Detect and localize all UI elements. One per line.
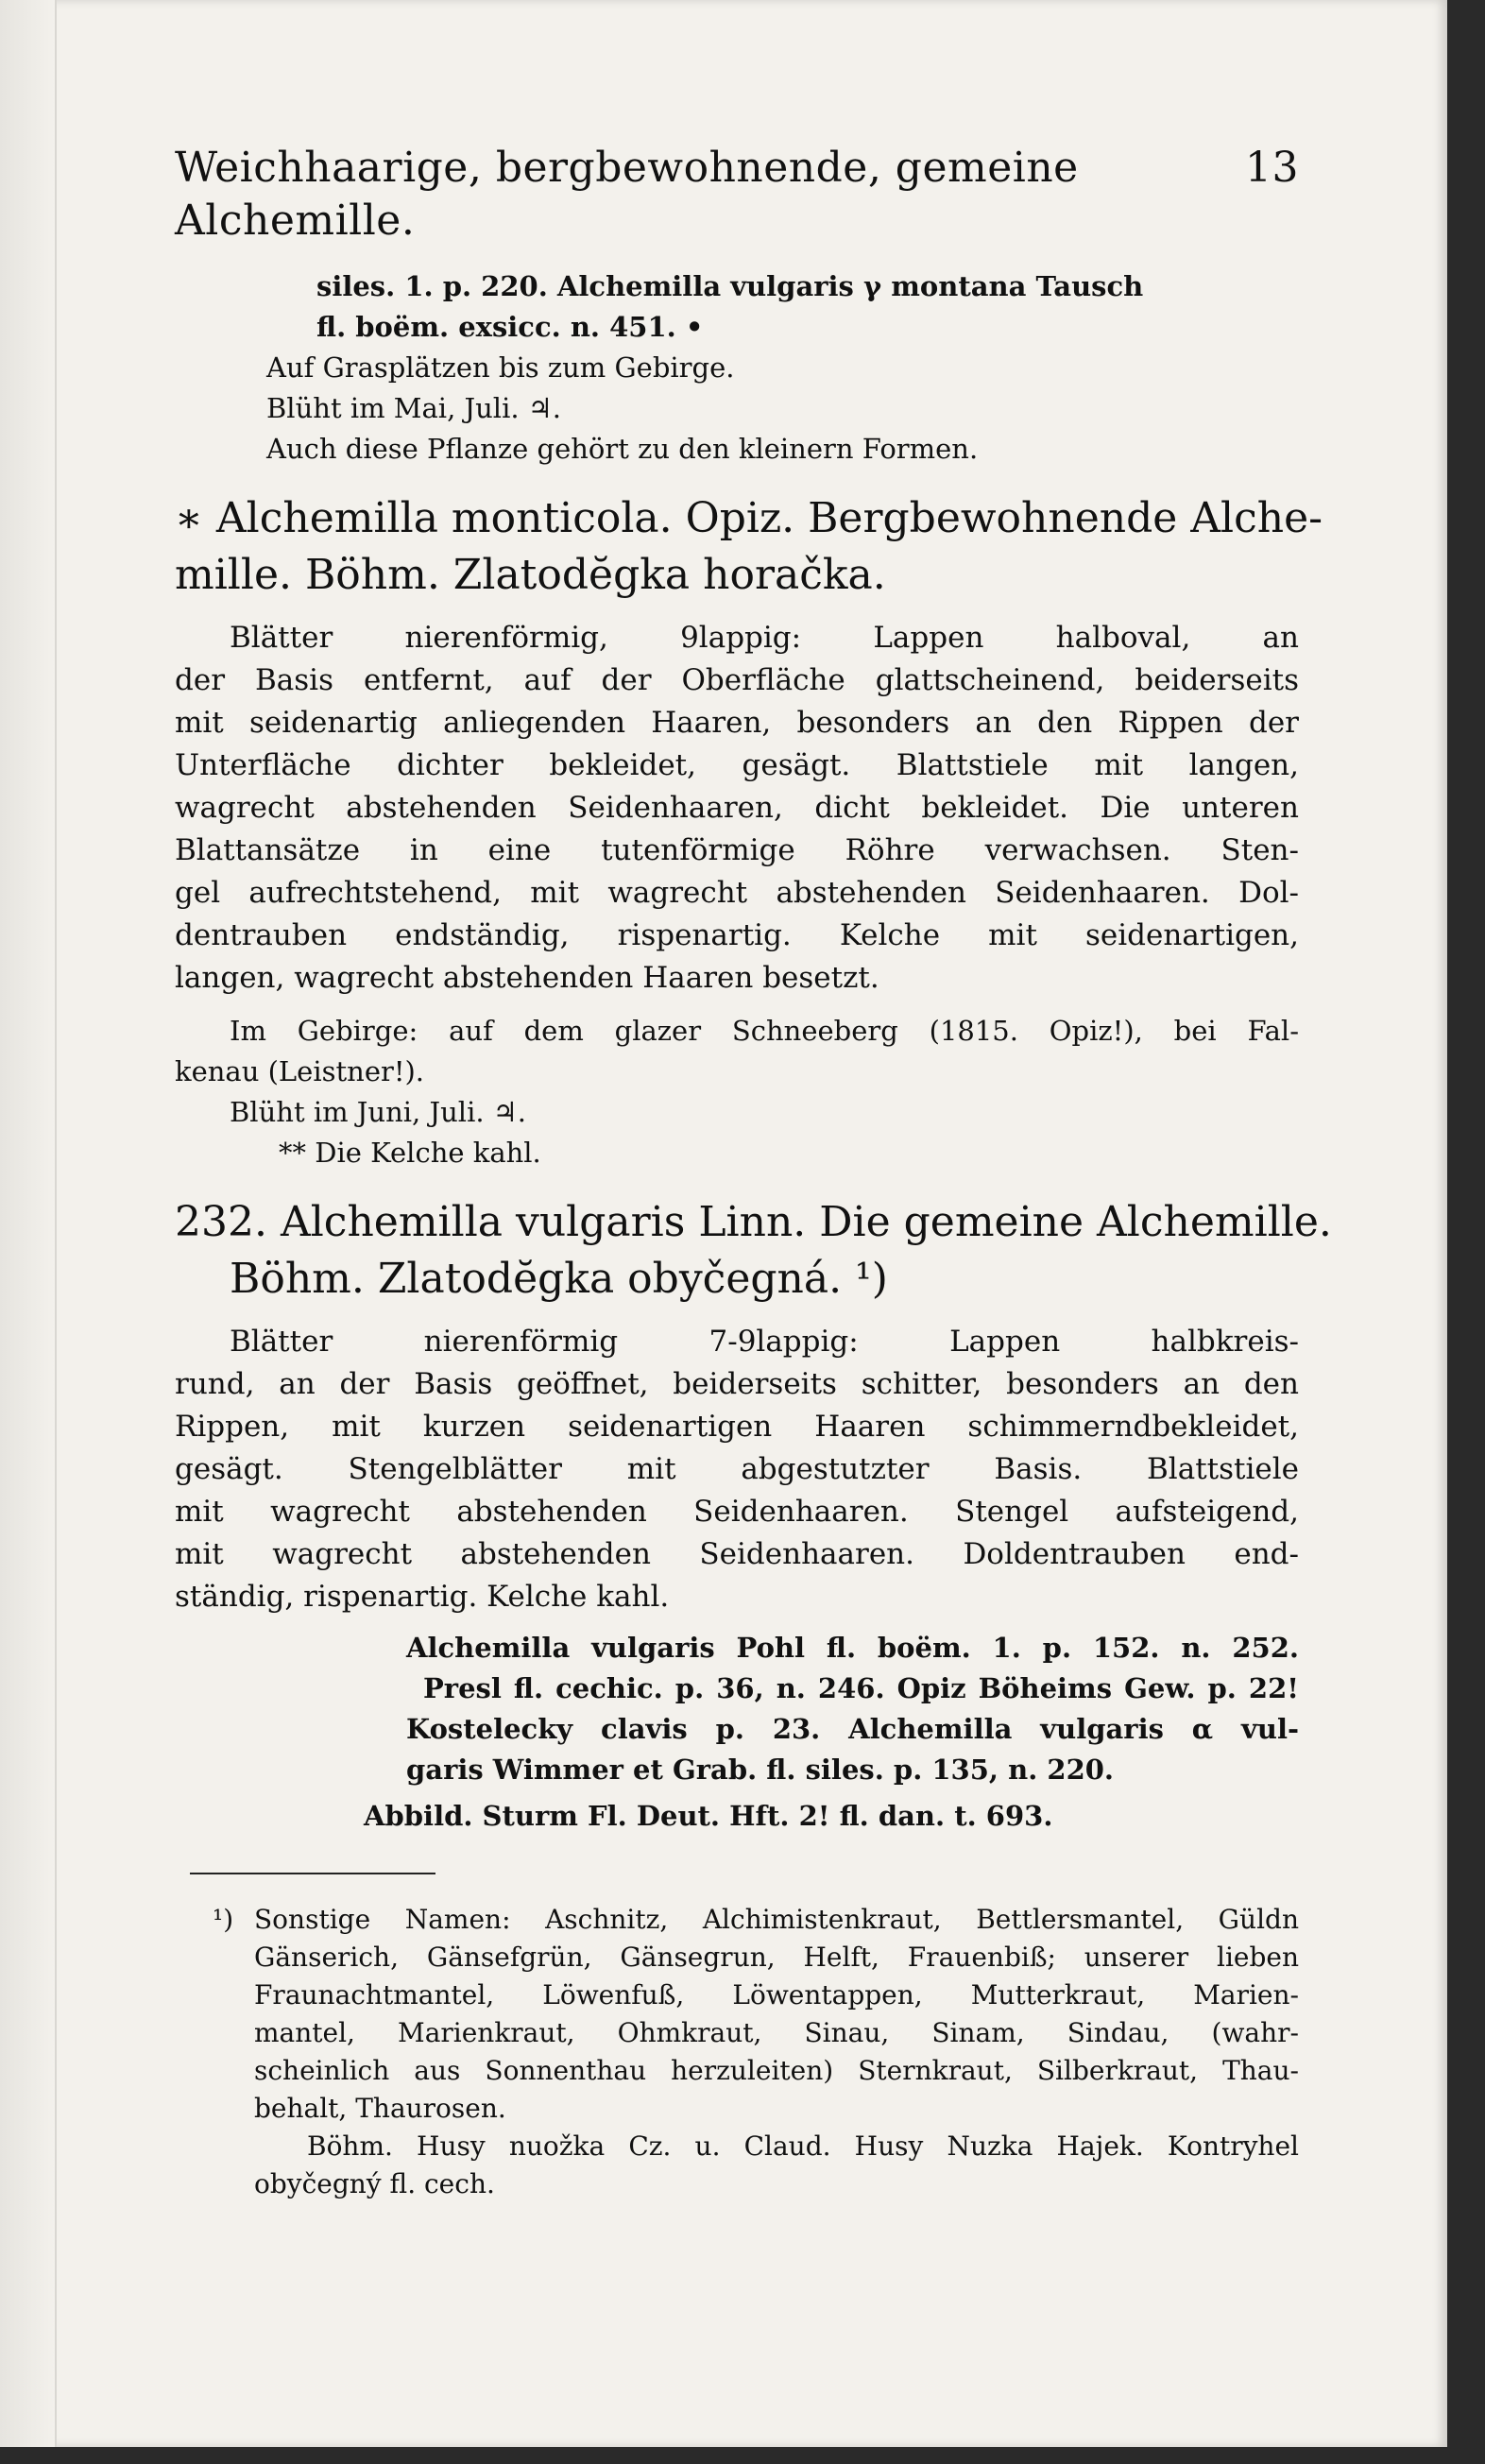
footnote-line: Gänserich, Gänsefgrün, Gänsegrun, Helft, Frauenbiß; unserer lieben — [254, 1942, 1299, 1973]
illustration-line: Abbild. Sturm Fl. Deut. Hft. 2! fl. dan. t. 693. — [364, 1800, 1053, 1832]
footnote-line: Fraunachtmantel, Löwenfuß, Löwentappen, Mutterkraut, Marien- — [254, 1979, 1299, 2011]
habitat-line: Auf Grasplätzen bis zum Gebirge. — [266, 351, 735, 384]
footnote-line: ¹) Sonstige Namen: Aschnitz, Alchimistenkraut, Bettlersmantel, Güldn — [213, 1901, 1299, 1939]
description-line: mit seidenartig anliegenden Haaren, besonders an den Rippen der — [175, 706, 1299, 740]
description-line: mit wagrecht abstehenden Seidenhaaren. Stengel aufsteigend, — [175, 1495, 1299, 1529]
page-number: 13 — [1245, 144, 1299, 192]
flowering-line: Blüht im Mai, Juli. ♃. — [266, 392, 562, 424]
footnote — [175, 1901, 1299, 2203]
description-line: Blätter nierenförmig 7-9lappig: Lappen halbkreis- — [230, 1325, 1299, 1359]
description-line: gel aufrechtstehend, mit wagrecht abstehenden Seidenhaaren. Dol- — [175, 876, 1299, 910]
description-line: der Basis entfernt, auf der Oberfläche glattscheinend, beiderseits — [175, 663, 1299, 697]
reference-line: Kostelecky clavis p. 23. Alchemilla vulgaris α vul- — [406, 1713, 1299, 1745]
footnote-line: scheinlich aus Sonnenthau herzuleiten) Sternkraut, Silberkraut, Thau- — [254, 2055, 1299, 2086]
species-heading-line: Böhm. Zlatodĕgka obyčegná. ¹) — [230, 1255, 888, 1303]
description-line: ständig, rispenartig. Kelche kahl. — [175, 1580, 670, 1614]
running-header — [175, 142, 1299, 248]
description-block — [175, 1321, 1299, 1618]
habitat-line: Im Gebirge: auf dem glazer Schneeberg (1815. Opiz!), bei Fal- — [230, 1015, 1299, 1047]
habitat-block — [175, 1011, 1299, 1173]
flowering-line: Blüht im Juni, Juli. ♃. — [230, 1096, 527, 1128]
page-content — [175, 142, 1332, 2203]
description-line: mit wagrecht abstehenden Seidenhaaren. Doldentrauben end- — [175, 1537, 1299, 1571]
habitat-line: Auch diese Pflanze gehört zu den kleinern Formen. — [266, 433, 979, 465]
description-line: dentrauben endständig, rispenartig. Kelche mit seidenartigen, — [175, 918, 1299, 952]
variety-line: ** Die Kelche kahl. — [279, 1137, 541, 1169]
species-heading — [175, 1194, 1332, 1308]
header-title: Weichhaarige, bergbewohnende, gemeine Alchemille. — [175, 144, 1079, 245]
description-line: gesägt. Stengelblätter mit abgestutzter Basis. Blattstiele — [175, 1452, 1299, 1486]
habitat-block — [175, 348, 1299, 470]
reference-line: siles. 1. p. 220. Alchemilla vulgaris γ montana Tausch — [316, 270, 1144, 302]
species-heading-line: mille. Böhm. Zlatodĕgka horačka. — [175, 551, 886, 599]
reference-line: Alchemilla vulgaris Pohl fl. boëm. 1. p. 152. n. 252. — [406, 1632, 1299, 1664]
footnote-marker: ¹) — [213, 1904, 234, 1935]
description-block — [175, 617, 1299, 1000]
references-block — [175, 1628, 1299, 1790]
species-heading — [175, 490, 1323, 604]
description-line: wagrecht abstehenden Seidenhaaren, dicht bekleidet. Die unteren — [175, 791, 1299, 825]
description-line: Blätter nierenförmig, 9lappig: Lappen halboval, an — [230, 621, 1299, 655]
footnote-line: obyčegný fl. cech. — [254, 2168, 495, 2199]
reference-line: fl. boëm. exsicc. n. 451. • — [316, 311, 704, 343]
illustration-reference — [175, 1796, 1299, 1837]
footnote-line: mantel, Marienkraut, Ohmkraut, Sinau, Sinam, Sindau, (wahr- — [254, 2017, 1299, 2048]
footnote-divider — [190, 1873, 435, 1874]
reference-line: garis Wimmer et Grab. fl. siles. p. 135, n. 220. — [406, 1754, 1115, 1786]
page-gutter — [0, 0, 57, 2447]
species-heading-line: 232. Alchemilla vulgaris Linn. Die gemeine Alchemille. — [175, 1198, 1332, 1246]
description-line: langen, wagrecht abstehenden Haaren besetzt. — [175, 961, 879, 995]
habitat-line: kenau (Leistner!). — [175, 1055, 425, 1087]
top-references — [213, 266, 1299, 348]
description-line: Rippen, mit kurzen seidenartigen Haaren schimmerndbekleidet, — [175, 1410, 1299, 1444]
description-line: Unterfläche dichter bekleidet, gesägt. Blattstiele mit langen, — [175, 748, 1299, 782]
description-line: rund, an der Basis geöffnet, beiderseits schitter, besonders an den — [175, 1367, 1299, 1401]
footnote-line: behalt, Thaurosen. — [254, 2093, 506, 2124]
description-line: Blattansätze in eine tutenförmige Röhre verwachsen. Sten- — [175, 833, 1299, 867]
reference-line: Presl fl. cechic. p. 36, n. 246. Opiz Böheims Gew. p. 22! — [423, 1672, 1299, 1704]
footnote-line: Böhm. Husy nuožka Cz. u. Claud. Husy Nuzka Hajek. Kontryhel — [307, 2130, 1299, 2162]
species-heading-line: ∗ Alchemilla monticola. Opiz. Bergbewohnende Alche- — [175, 494, 1323, 542]
